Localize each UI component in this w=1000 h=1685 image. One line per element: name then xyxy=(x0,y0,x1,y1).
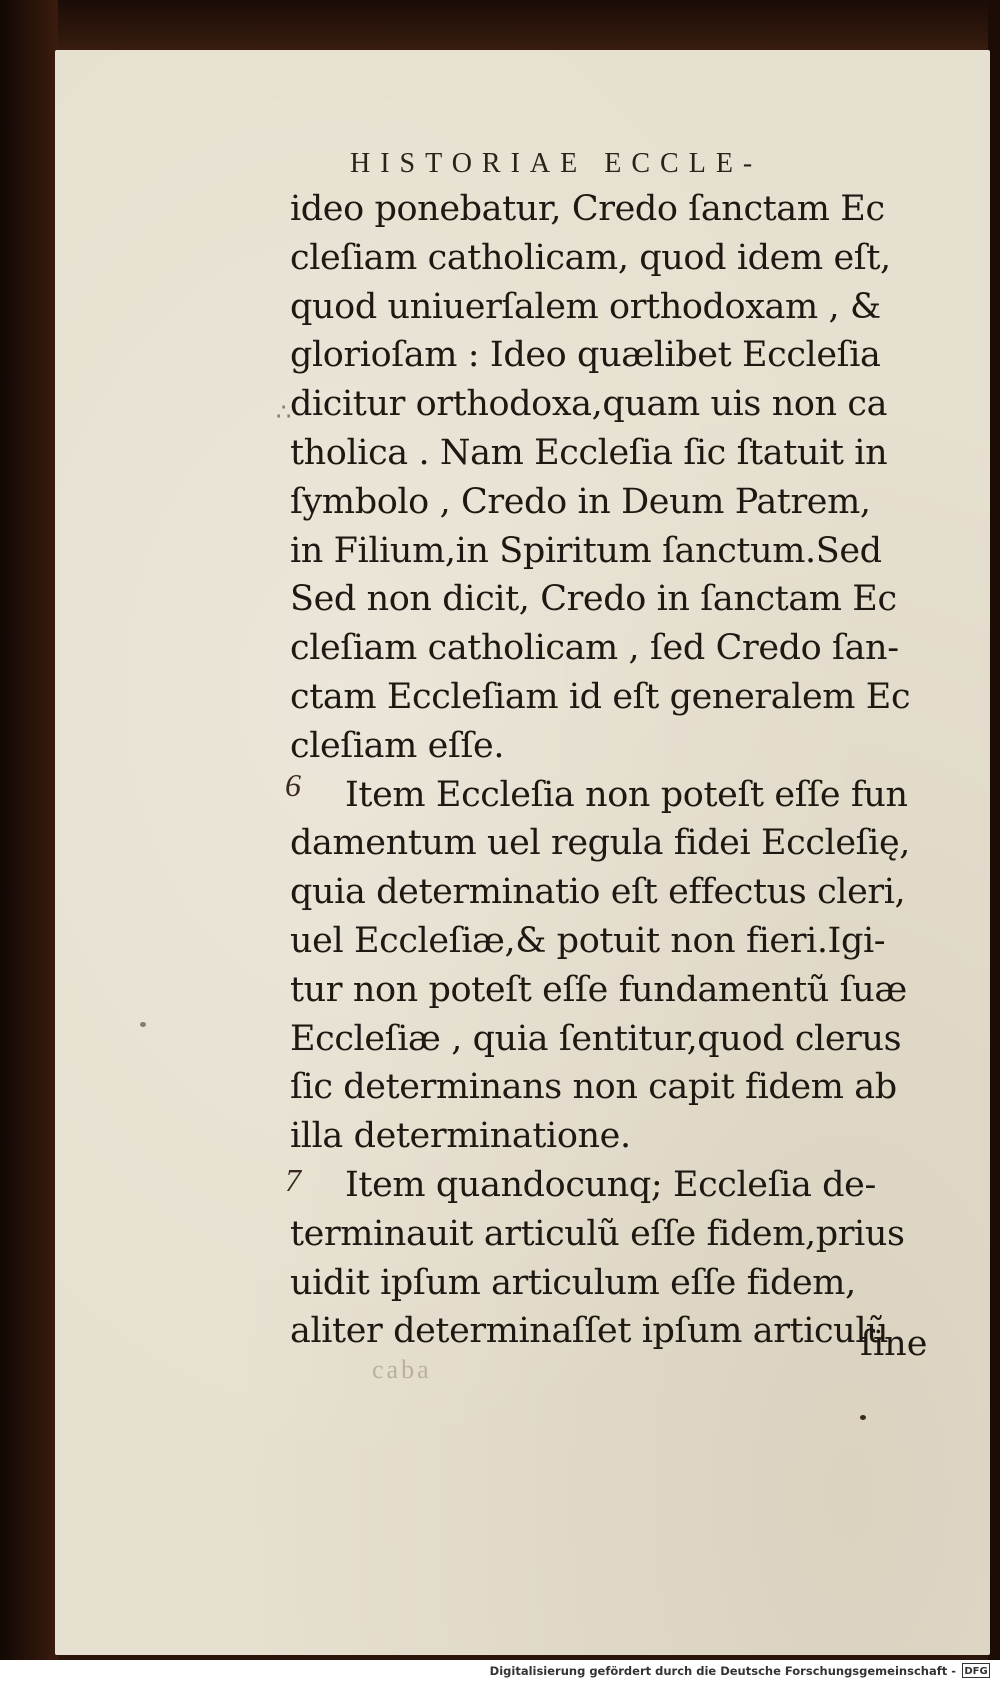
text-line: in Filium,in Spiritum ſanctum.Sed xyxy=(290,530,882,571)
text-line: ctam Eccleſiam id eſt generalem Ec xyxy=(290,676,911,717)
body-text xyxy=(290,185,970,1356)
bleed-through-text: caba xyxy=(372,1355,432,1384)
text-line: Item quandocunq; Eccleſia de- xyxy=(345,1164,876,1205)
text-line: cleſiam catholicam , ſed Credo ſan- xyxy=(290,628,899,669)
ink-speck xyxy=(860,1415,866,1420)
footer-bar xyxy=(0,1660,1000,1685)
text-line: tholica . Nam Eccleſia ſic ſtatuit in xyxy=(290,432,888,473)
text-line: ſic determinans non capit fidem ab xyxy=(290,1067,897,1108)
paragraph-number-6: 6 xyxy=(285,767,301,803)
text-line: cleſiam eſſe. xyxy=(290,725,505,766)
dfg-logo: DFG xyxy=(962,1663,990,1678)
text-line: damentum uel regula fidei Eccleſię, xyxy=(290,823,911,864)
text-line: cleſiam catholicam, quod idem eſt, xyxy=(290,237,891,278)
marginal-mark: ∴ xyxy=(276,400,292,426)
text-line: ſymbolo , Credo in Deum Patrem, xyxy=(290,481,871,522)
text-line: ideo ponebatur, Credo ſanctam Ec xyxy=(290,189,885,229)
text-line: uel Eccleſiæ,& potuit non fieri.Igi- xyxy=(290,920,886,961)
text-line: Eccleſiæ , quia ſentitur,quod clerus xyxy=(290,1018,902,1059)
catchword: ſine xyxy=(860,1324,928,1364)
text-line: tur non poteſt eſſe fundamentũ ſuæ xyxy=(290,969,907,1010)
running-head: HISTORIAE ECCLE- xyxy=(350,148,763,179)
text-line: uidit ipſum articulum eſſe fidem, xyxy=(290,1262,856,1303)
text-line: quod uniuerſalem orthodoxam , & xyxy=(290,286,881,327)
ink-speck xyxy=(140,1022,146,1027)
text-line: dicitur orthodoxa,quam uis non ca xyxy=(290,384,888,425)
text-line: terminauit articulũ eſſe fidem,prius xyxy=(290,1213,905,1254)
binding-shadow-top xyxy=(0,0,1000,55)
text-line: aliter determinaſſet ipſum articulũ xyxy=(290,1311,889,1352)
text-line: Sed non dicit, Credo in ſanctam Ec xyxy=(290,579,897,620)
text-line: glorioſam : Ideo quælibet Eccleſia xyxy=(290,335,881,376)
funding-credit: Digitalisierung gefördert durch die Deutsche Forschungsgemeinschaft - xyxy=(489,1664,956,1678)
binding-shadow-left xyxy=(0,0,58,1660)
text-line: illa determinatione. xyxy=(290,1116,631,1157)
paragraph-number-7: 7 xyxy=(285,1162,301,1198)
text-line: Item Eccleſia non poteſt eſſe fun xyxy=(345,774,908,815)
text-line: quia determinatio eſt effectus cleri, xyxy=(290,872,906,913)
